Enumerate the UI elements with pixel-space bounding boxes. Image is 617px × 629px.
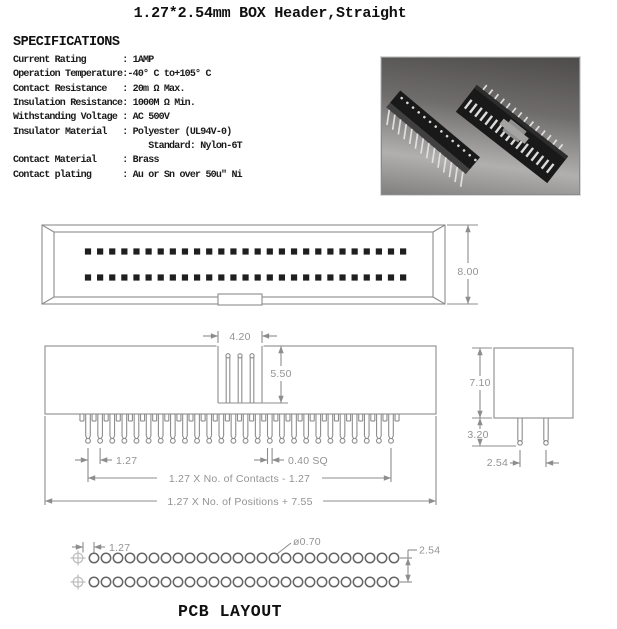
spec-label: Withstanding Voltage <box>13 112 123 124</box>
page-title: 1.27*2.54mm BOX Header,Straight <box>133 5 407 22</box>
spec-value: Standard: Nylon-6T <box>122 141 242 153</box>
spec-label: Insulator Material <box>13 126 123 138</box>
spec-row <box>13 112 242 126</box>
dim-slot-depth: 5.50 <box>270 368 292 380</box>
pcb-layout-caption: PCB LAYOUT <box>177 602 283 621</box>
side-pin-array <box>518 418 549 445</box>
drawing-top-view <box>25 215 505 315</box>
spec-row <box>13 55 242 69</box>
drawing-side-view <box>450 325 617 480</box>
drawing-pcb-layout <box>55 530 485 602</box>
photo-box-header <box>456 80 572 183</box>
specifications-table <box>13 55 242 184</box>
pin-array <box>80 414 399 443</box>
dim-pin-spacing: 2.54 <box>486 457 508 469</box>
spec-row <box>13 98 242 112</box>
dim-positions-span: 1.27 X No. of Positions + 7.55 <box>167 496 313 508</box>
spec-label: Insulation Resistance <box>13 98 123 110</box>
product-photo-image <box>382 58 579 194</box>
spec-value: : 1000M Ω Min. <box>122 98 196 110</box>
spec-row <box>13 69 242 83</box>
drawing-front-view <box>20 325 500 515</box>
spec-value: : 1AMP <box>122 55 154 66</box>
spec-row <box>13 84 242 98</box>
spec-row <box>13 141 242 155</box>
spec-label: Current Rating <box>13 55 123 66</box>
dim-body-height: 7.10 <box>469 377 491 389</box>
dim-hole-pitch: 1.27 <box>109 542 131 554</box>
spec-label <box>13 141 122 152</box>
dim-row-spacing: 2.54 <box>419 544 441 557</box>
spec-label: Contact Resistance <box>13 83 123 95</box>
hole-array <box>71 551 399 590</box>
dim-pitch: 1.27 <box>116 455 138 467</box>
dim-pin-square: 0.40 SQ <box>288 455 328 467</box>
dim-hole-diameter: ø0.70 <box>293 536 321 548</box>
spec-value: : Au or Sn over 50u" Ni <box>122 169 242 181</box>
specifications-heading: SPECIFICATIONS <box>13 35 120 50</box>
spec-value: :-40° C to+105° C <box>122 69 211 81</box>
spec-label: Operation Temperature <box>13 69 123 81</box>
dim-slot-width: 4.20 <box>229 331 251 343</box>
contact-array <box>85 248 406 280</box>
spec-row <box>13 155 242 169</box>
spec-row <box>13 127 242 141</box>
product-photo <box>381 57 580 195</box>
spec-value: : Polyester (UL94V-0) <box>122 126 232 138</box>
dim-body-height: 8.00 <box>457 266 479 278</box>
spec-value: : 20m Ω Max. <box>122 83 185 95</box>
spec-label: Contact Material <box>13 155 123 167</box>
spec-value: : Brass <box>122 155 159 167</box>
spec-value: : AC 500V <box>122 112 170 124</box>
spec-row <box>13 170 242 184</box>
dim-pin-length: 3.20 <box>467 429 489 441</box>
spec-label: Contact plating <box>13 169 123 181</box>
dim-contacts-span: 1.27 X No. of Contacts - 1.27 <box>168 473 311 485</box>
